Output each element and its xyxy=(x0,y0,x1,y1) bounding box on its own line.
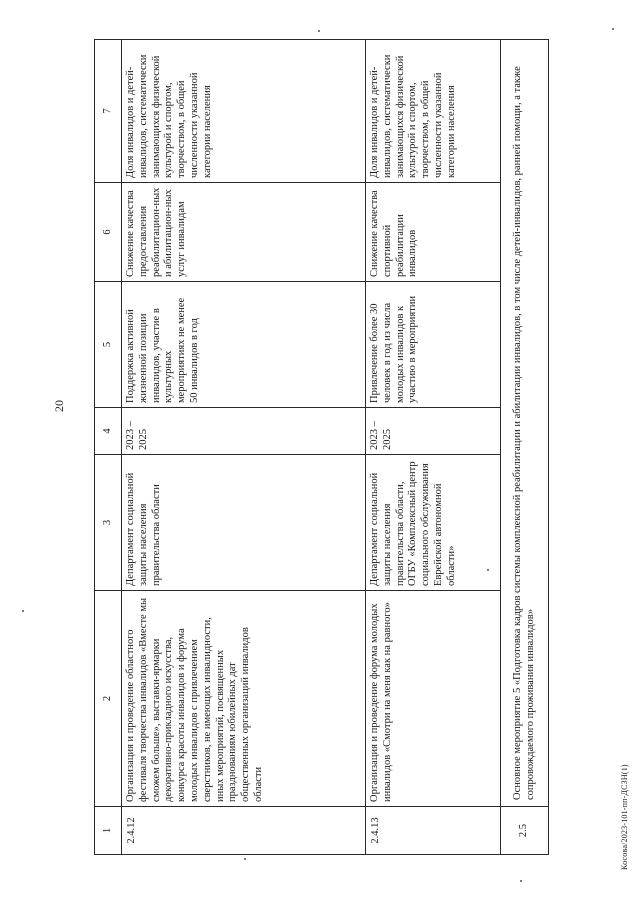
table-row xyxy=(366,40,501,855)
section-title: Основное мероприятие 5 «Подготовка кадров системы комплексной реабилитации и абилитации инвалидов, в том числе детей-инвалидов, ранней помощи, а также сопровождаемого проживания инвалидов» xyxy=(501,40,549,807)
header-row xyxy=(95,40,122,855)
page-number: 20 xyxy=(52,400,66,412)
event-cell: Организация и проведение форума молодых инвалидов «Смотри на меня как на равного» xyxy=(366,591,501,807)
header-col-5: 5 xyxy=(95,282,122,408)
header-col-7: 7 xyxy=(95,40,122,183)
row-number: 2.4.12 xyxy=(122,807,366,855)
header-col-2: 2 xyxy=(95,591,122,807)
row-number: 2.4.13 xyxy=(366,807,501,855)
section-row xyxy=(501,40,549,855)
executor-cell: Департамент социальной защиты населения правительства области xyxy=(122,455,366,591)
section-number: 2.5 xyxy=(501,807,549,855)
header-col-4: 4 xyxy=(95,408,122,455)
period-cell: 2023 – 2025 xyxy=(366,408,501,455)
scan-speck xyxy=(22,610,24,612)
header-col-1: 1 xyxy=(95,807,122,855)
header-col-6: 6 xyxy=(95,183,122,282)
scan-speck xyxy=(487,569,489,571)
consequence-cell: Снижение качества предоставления реабилитацион-ных и абилитацион-ных услуг инвалидам xyxy=(122,183,366,282)
program-measures-table xyxy=(94,39,549,855)
table-row xyxy=(122,40,366,855)
period-cell: 2023 – 2025 xyxy=(122,408,366,455)
result-cell: Поддержка активной жизненной позиции инвалидов, участие в культурных мероприятиях не менее 50 инвалидов в год xyxy=(122,282,366,408)
scan-speck xyxy=(318,30,320,32)
result-cell: Привлечение более 30 человек в год из числа молодых инвалидов к участию в мероприятии xyxy=(366,282,501,408)
consequence-cell: Снижение качества спортивной реабилитации инвалидов xyxy=(366,183,501,282)
header-col-3: 3 xyxy=(95,455,122,591)
executor-cell: Департамент социальной защиты населения правительства области, ОГБУ «Комплексный центр социального обслуживания Еврейской автономной области» xyxy=(366,455,501,591)
event-cell: Организация и проведение областного фестиваля творчества инвалидов «Вместе мы сможем больше», выставки-ярмарки декоративно-прикладного искусства, конкурса красоты инвалидов и форума молодых инвалидов с привлечением сверстников, не имеющих инвалидности, иных мероприятий, посвященных празднованиям юбилейных дат общественных организаций инвалидов области xyxy=(122,591,366,807)
indicator-cell: Доля инвалидов и детей-инвалидов, систематически занимающихся физической культурой и спортом, творчеством, в общей численности указанной категории населения xyxy=(122,40,366,183)
scan-speck xyxy=(520,880,522,882)
document-code: Косова/2023-101-пп-ДСЗН(1) xyxy=(620,764,629,870)
scan-speck xyxy=(612,28,614,30)
indicator-cell: Доля инвалидов и детей-инвалидов, систематически занимающихся физической культурой и спортом, творчеством, в общей численности указанной категории населения xyxy=(366,40,501,183)
scan-speck xyxy=(244,858,246,860)
document-table-container xyxy=(94,40,549,855)
